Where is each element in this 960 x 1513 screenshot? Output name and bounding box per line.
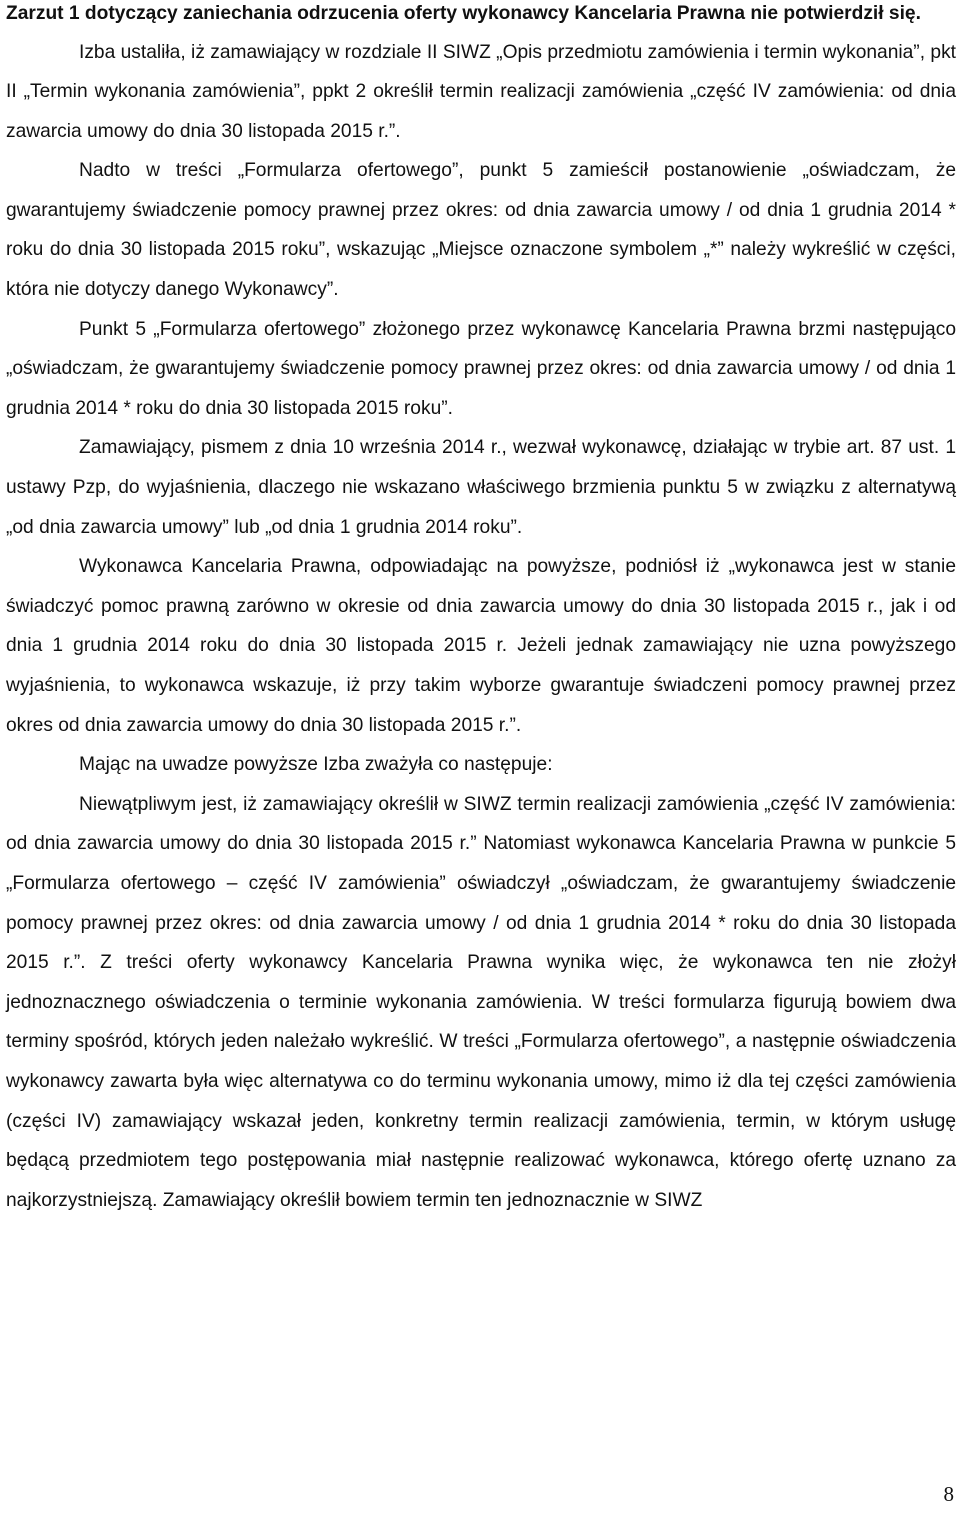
document-body: [6, 0, 956, 1220]
paragraph-offer-wording: Punkt 5 „Formularza ofertowego” złożonego przez wykonawcę Kancelaria Prawna brzmi następująco „oświadczam, że gwarantujemy świadczenie pomocy prawnej przez okres: od dnia zawarcia umowy / od dnia 1 grudnia 2014 * roku do dnia 30 listopada 2015 roku”.: [6, 318, 956, 419]
page-number: 8: [943, 1482, 954, 1506]
paragraph-findings: Izba ustaliła, iż zamawiający w rozdziale II SIWZ „Opis przedmiotu zamówienia i termin wykonania”, pkt II „Termin wykonania zamówienia”, ppkt 2 określił termin realizacji zamówienia „część IV zamówienia: od dnia zawarcia umowy do dnia 30 listopada 2015 r.”.: [6, 41, 956, 142]
paragraph-assessment: Niewątpliwym jest, iż zamawiający określił w SIWZ termin realizacji zamówienia „część IV zamówienia: od dnia zawarcia umowy do dnia 30 listopada 2015 r.” Natomiast wykonawca Kancelaria Prawna w punkcie 5 „Formularza ofertowego – część IV zamówienia” oświadczył „oświadczam, że gwarantujemy świadczenie pomocy prawnej przez okres: od dnia zawarcia umowy / od dnia 1 grudnia 2014 * roku do dnia 30 listopada 2015 r.”. Z treści oferty wykonawcy Kancelaria Prawna wynika więc, że wykonawca ten nie złożył jednoznacznego oświadczenia o terminie wykonania zamówienia. W treści formularza figurują bowiem dwa terminy spośród, których jeden należało wykreślić. W treści „Formularza ofertowego”, a następnie oświadczenia wykonawcy zawarta była więc alternatywa co do terminu wykonania umowy, mimo iż dla tej części zamówienia (części IV) zamawiający wskazał jeden, konkretny termin realizacji zamówienia, termin, w którym usługę będącą przedmiotem tego postępowania miał następnie realizować wykonawca, którego ofertę uznano za najkorzystniejszą. Zamawiający określił bowiem termin ten jednoznacznie w SIWZ: [6, 793, 956, 1211]
paragraph-form-clause: Nadto w treści „Formularza ofertowego”, punkt 5 zamieścił postanowienie „oświadczam, że gwarantujemy świadczenie pomocy prawnej przez okres: od dnia zawarcia umowy / od dnia 1 grudnia 2014 * roku do dnia 30 listopada 2015 roku”, wskazując „Miejsce oznaczone symbolem „*” należy wykreślić w części, która nie dotyczy danego Wykonawcy”.: [6, 160, 956, 301]
paragraph-contractor-reply: Wykonawca Kancelaria Prawna, odpowiadając na powyższe, podniósł iż „wykonawca jest w stanie świadczyć pomoc prawną zarówno w okresie od dnia zawarcia umowy do dnia 30 listopada 2015 r., jak i od dnia 1 grudnia 2014 roku do dnia 30 listopada 2015 r. Jeżeli jednak zamawiający nie uzna powyższego wyjaśnienia, to wykonawca wskazuje, iż przy takim wyborze gwarantuje świadczeni pomocy prawnej przez okres od dnia zawarcia umowy do dnia 30 listopada 2015 r.”.: [6, 556, 956, 736]
paragraph-considerations-intro: Mając na uwadze powyższe Izba zważyła co następuje:: [79, 754, 553, 776]
section-heading: Zarzut 1 dotyczący zaniechania odrzucenia oferty wykonawcy Kancelaria Prawna nie potwierdził się.: [6, 3, 921, 24]
paragraph-request-explanation: Zamawiający, pismem z dnia 10 września 2014 r., wezwał wykonawcę, działając w trybie art. 87 ust. 1 ustawy Pzp, do wyjaśnienia, dlaczego nie wskazano właściwego brzmienia punktu 5 w związku z alternatywą „od dnia zawarcia umowy” lub „od dnia 1 grudnia 2014 roku”.: [6, 437, 956, 538]
